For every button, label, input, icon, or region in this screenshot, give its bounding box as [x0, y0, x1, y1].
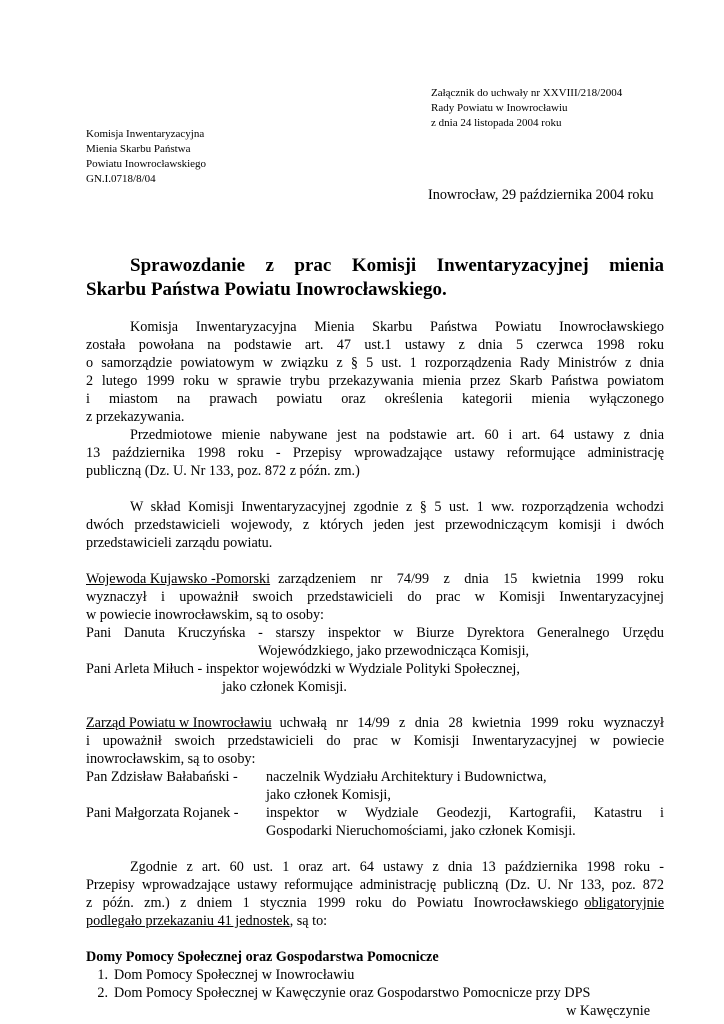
- person-line: Pani Danuta Kruczyńska - starszy inspektor w Biurze Dyrektora Generalnego Urzędu: [86, 625, 664, 641]
- sender-line-2: Mienia Skarbu Państwa: [86, 143, 191, 155]
- title-line-2: Skarbu Państwa Powiatu Inowrocławskiego.: [86, 279, 447, 300]
- paragraph-composition: [86, 498, 664, 552]
- person-line-cont: jako członek Komisji,: [266, 787, 391, 803]
- person-line: [86, 804, 664, 822]
- text-line: wyznaczył i upoważnił swoich przedstawicieli do prac w Komisji Inwentaryzacyjnej: [86, 589, 664, 605]
- paragraph-voivode-appointment: [86, 570, 664, 696]
- annex-note: [431, 86, 622, 131]
- reference-number: GN.I.0718/8/04: [86, 173, 156, 185]
- sender-block: [86, 127, 206, 187]
- annex-line-2: Rady Powiatu w Inowrocławiu: [431, 102, 568, 114]
- document-title: [86, 254, 664, 302]
- section-social-homes: [86, 948, 664, 1020]
- text-underlined: obligatoryjnie: [584, 895, 664, 911]
- text-line: 2 lutego 1999 roku w sprawie trybu przekazywania mienia przez Skarb Państwa powiatom: [86, 373, 664, 389]
- person-line-cont: Wojewódzkiego, jako przewodnicząca Komisji,: [258, 643, 530, 659]
- list-item: [86, 984, 664, 1002]
- paragraph-board-appointment: [86, 714, 664, 840]
- text-line: z przekazywania.: [86, 409, 185, 425]
- place-date: Inowrocław, 29 października 2004 roku: [428, 187, 654, 203]
- sender-line-3: Powiatu Inowrocławskiego: [86, 158, 207, 170]
- title-line-1: Sprawozdanie z prac Komisji Inwentaryzacyjnej mienia: [130, 255, 664, 276]
- list-number: 2.: [97, 985, 108, 1001]
- list-item: [86, 966, 664, 984]
- person-name: Pan Zdzisław Bałabański -: [86, 769, 238, 785]
- person-role: inspektor w Wydziale Geodezji, Kartografii, Katastru i: [266, 805, 664, 821]
- sender-line-1: Komisja Inwentaryzacyjna: [86, 128, 205, 140]
- person-role: naczelnik Wydziału Architektury i Budownictwa,: [266, 769, 547, 785]
- text-line: Przedmiotowe mienie nabywane jest na podstawie art. 60 i art. 64 ustawy z dnia: [130, 427, 664, 443]
- text-segment: zarządzeniem nr 74/99 z dnia 15 kwietnia 1999 roku: [278, 571, 664, 587]
- paragraph-property: [86, 426, 664, 480]
- person-line-cont: Gospodarki Nieruchomościami, jako członek Komisji.: [266, 823, 576, 839]
- text-line: o samorządzie powiatowym w związku z § 5 ust. 1 rozporządzenia Rady Ministrów z dnia: [86, 355, 664, 371]
- paragraph-legal-basis: [86, 318, 664, 426]
- list-item-text: Dom Pomocy Społecznej w Inowrocławiu: [114, 967, 355, 983]
- text-line: [86, 570, 664, 588]
- text-line: [86, 714, 664, 732]
- person-line: Pani Arleta Miłuch - inspektor wojewódzki w Wydziale Polityki Społecznej,: [86, 661, 520, 677]
- annex-line-3: z dnia 24 listopada 2004 roku: [431, 117, 562, 129]
- voivode-heading: Wojewoda Kujawsko -Pomorski: [86, 571, 271, 587]
- text-line: i upoważnił swoich przedstawicieli do prac w Komisji Inwentaryzacyjnej w powiecie: [86, 733, 664, 749]
- text-line: [86, 912, 664, 930]
- text-underlined: podlegało przekazaniu 41 jednostek: [86, 913, 290, 929]
- text-line: publiczną (Dz. U. Nr 133, poz. 872 z późn. zm.): [86, 463, 360, 479]
- list-number: 1.: [97, 967, 108, 983]
- document-body: [86, 318, 664, 1020]
- text-line: 13 października 1998 roku - Przepisy wprowadzające ustawy reformujące administrację: [86, 445, 664, 461]
- section-heading: Domy Pomocy Społecznej oraz Gospodarstwa Pomocnicze: [86, 949, 439, 965]
- text-line: [86, 894, 664, 912]
- text-line: inowrocławskim, są to osoby:: [86, 751, 256, 767]
- text-line: i miastom na prawach powiatu oraz określenia kategorii mienia wyłączonego: [86, 391, 664, 407]
- text-line: W skład Komisji Inwentaryzacyjnej zgodnie z § 5 ust. 1 ww. rozporządzenia wchodzi: [130, 499, 664, 515]
- paragraph-transfer: [86, 858, 664, 930]
- text-line: Zgodnie z art. 60 ust. 1 oraz art. 64 ustawy z dnia 13 października 1998 roku -: [130, 859, 664, 875]
- text-line: w powiecie inowrocławskim, są to osoby:: [86, 607, 324, 623]
- list-item-text: Dom Pomocy Społecznej w Kawęczynie oraz Gospodarstwo Pomocnicze przy DPS: [114, 985, 591, 1001]
- text-line: dwóch przedstawicieli wojewody, z których jeden jest przewodniczącym komisji i dwóch: [86, 517, 664, 533]
- text-line: została powołana na podstawie art. 47 ust.1 ustawy z dnia 5 czerwca 1998 roku: [86, 337, 664, 353]
- text-line: Komisja Inwentaryzacyjna Mienia Skarbu Państwa Powiatu Inowrocławskiego: [130, 319, 664, 335]
- text-line: Przepisy wprowadzające ustawy reformujące administrację publiczną (Dz. U. Nr 133, poz. 872: [86, 877, 664, 893]
- text-segment: z późn. zm.) z dniem 1 stycznia 1999 roku do Powiatu Inowrocławskiego: [86, 895, 579, 911]
- text-segment: , są to:: [289, 913, 328, 929]
- text-line: przedstawicieli zarządu powiatu.: [86, 535, 273, 551]
- person-name: Pani Małgorzata Rojanek -: [86, 805, 239, 821]
- person-line: [86, 768, 664, 786]
- board-heading: Zarząd Powiatu w Inowrocławiu: [86, 715, 272, 731]
- person-line-cont: jako członek Komisji.: [222, 679, 347, 695]
- annex-line-1: Załącznik do uchwały nr XXVIII/218/2004: [431, 87, 623, 99]
- list-item-cont: w Kawęczynie: [566, 1003, 650, 1019]
- text-segment: uchwałą nr 14/99 z dnia 28 kwietnia 1999 roku wyznaczył: [279, 715, 664, 731]
